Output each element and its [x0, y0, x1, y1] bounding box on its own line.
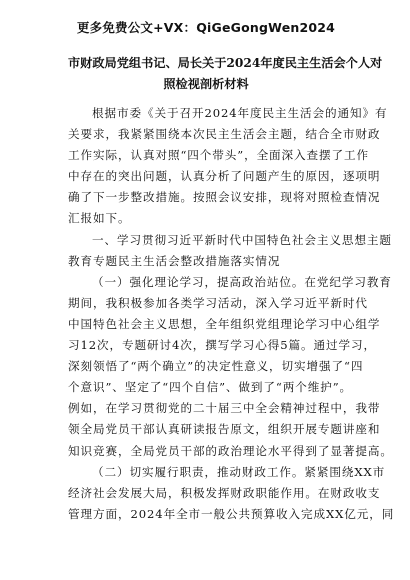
body-line: 期间，我积极参加各类学习活动，深入学习近平新时代: [68, 295, 368, 310]
document-body: [68, 103, 395, 525]
body-line: 工作实际，认真对照“四个带头”，全面深入查摆了工作: [68, 148, 370, 163]
body-line: 中存在的突出问题，认真分析了问题产生的原因，逐项明: [68, 169, 381, 184]
body-line: （二）切实履行职责，推动财政工作。紧紧围绕XX市: [92, 464, 386, 479]
document-title: [68, 53, 383, 95]
body-line: 例如，在学习贯彻党的二十届三中全会精神过程中，我带: [68, 401, 381, 416]
body-line: 根据市委《关于召开2024年度民主生活会的通知》有: [92, 106, 388, 120]
body-line: 确了下一步整改措施。按照会议安排，现将对照检查情况: [68, 190, 381, 205]
body-line: 关要求，我紧紧围绕本次民主生活会主题，结合全市财政: [68, 127, 381, 142]
body-line: 管理方面，2024年全市一般公共预算收入完成XX亿元，同: [68, 506, 395, 521]
body-line: 教育专题民主生活会整改措施落实情况: [68, 253, 281, 268]
body-line: 一、学习贯彻习近平新时代中国特色社会主义思想主题: [92, 232, 392, 247]
body-line: 中国特色社会主义思想，全年组织党组理论学习中心组学: [68, 316, 381, 331]
body-line: 知识竞赛，全局党员干部的政治理论水平得到了显著提高。: [68, 443, 393, 458]
body-line: 汇报如下。: [68, 211, 131, 226]
body-line: 深刻领悟了“两个确立”的决定性意义，切实增强了“四: [68, 359, 364, 374]
body-line: 习12次，专题研讨4次，撰写学习心得5篇。通过学习，: [68, 338, 376, 353]
title-line-1: 市财政局党组书记、局长关于2024年度民主生活会个人对: [68, 56, 383, 70]
body-line: 领全局党员干部认真研读报告原文，组织开展专题讲座和: [68, 422, 381, 437]
body-line: 经济社会发展大局，积极发挥财政职能作用。在财政收支: [68, 485, 381, 500]
body-line: （一）强化理论学习，提高政治站位。在党纪学习教育: [92, 274, 392, 289]
promo-banner: 更多免费公文+VX：QiGeGongWen2024: [76, 20, 336, 35]
title-line-2: 照检视剖析材料: [163, 77, 249, 91]
body-line: 个意识”、坚定了“四个自信”、做到了“两个维护”。: [68, 380, 353, 395]
